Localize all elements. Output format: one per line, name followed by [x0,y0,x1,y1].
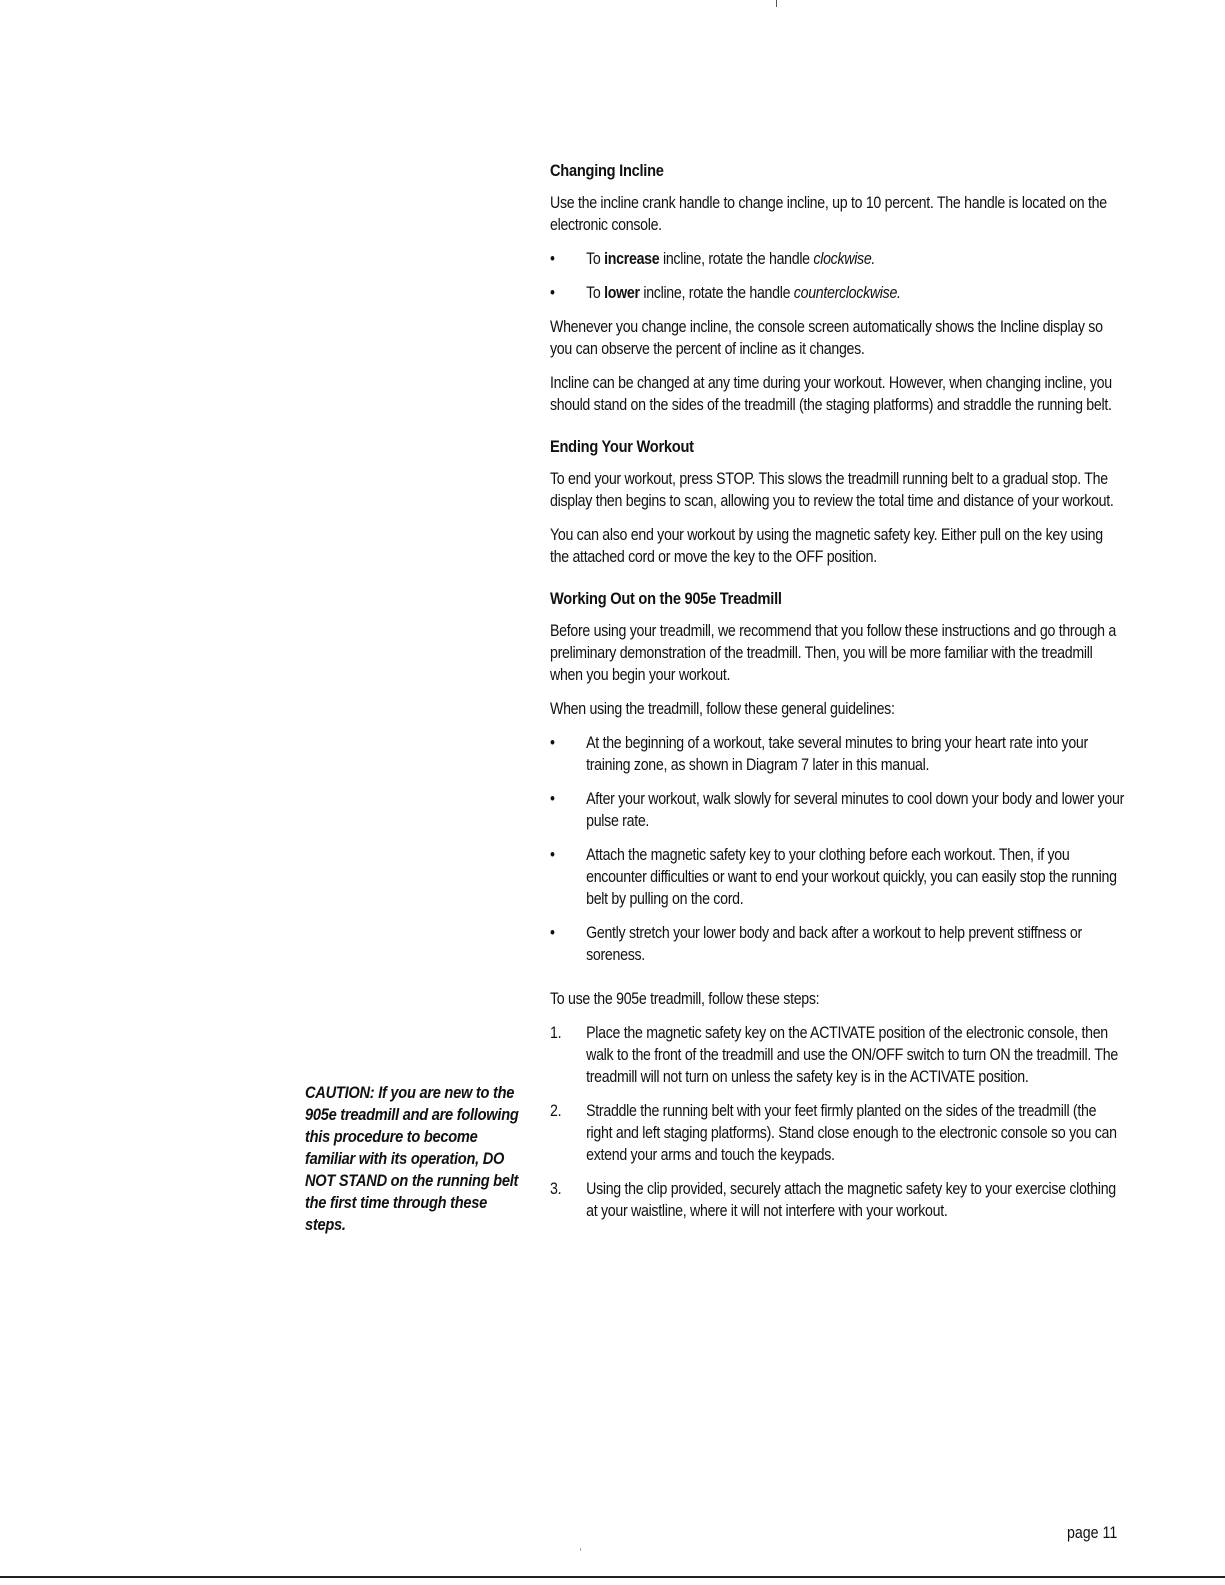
working-before-paragraph: Before using your treadmill, we recommend that you follow these instructions and go through a preliminary demonstration of the treadmill. Then, you will be more familiar with the treadmill when you begin your workout. [550,622,1116,684]
step-item: 2. Straddle the running belt with your feet firmly planted on the sides of the treadmill (the right and left staging platforms). Stand close enough to the electronic console so you can extend your arms and touch the keypads. [550,1102,1117,1164]
bullet-dot: • [550,250,555,268]
incline-anytime-paragraph: Incline can be changed at any time during your workout. However, when changing incline, you should stand on the sides of the treadmill (the staging platforms) and straddle the running belt. [550,374,1112,414]
guideline-item: • Attach the magnetic safety key to your clothing before each workout. Then, if you encounter difficulties or want to end your workout quickly, you can easily stop the running belt by pulling on the cord. [550,846,1117,908]
step-number: 3. [550,1180,562,1198]
clockwise-word: clockwise. [813,250,876,268]
incline-display-paragraph: Whenever you change incline, the console screen automatically shows the Incline display so you can observe the percent of incline as it changes. [550,318,1103,358]
incline-intro: Use the incline crank handle to change incline, up to 10 percent. The handle is located on the electronic console. [550,194,1107,234]
bullet-dot: • [550,284,555,302]
bullet-lower: • To lower incline, rotate the handle counterclockwise. [550,284,901,302]
bullet-increase: • To increase incline, rotate the handle clockwise. [550,250,876,268]
lower-word: lower [604,284,640,302]
bottom-rule [0,1576,1225,1578]
caution-sidebar [305,1082,519,1236]
scan-mark [580,1548,581,1551]
working-guidelines-paragraph: When using the treadmill, follow these general guidelines: [550,700,895,718]
guideline-item: • At the beginning of a workout, take several minutes to bring your heart rate into your training zone, as shown in Diagram 7 later in this manual. [550,734,1088,774]
caution-text: CAUTION: If you are new to the 905e treadmill and are following this procedure to become familiar with its operation, DO NOT STAND on the running belt the first time through these steps. [305,1083,519,1234]
bullet-dot: • [550,790,555,808]
bullet-dot: • [550,734,555,752]
heading-working-out: Working Out on the 905e Treadmill [550,589,782,608]
guideline-item: • After your workout, walk slowly for several minutes to cool down your body and lower your pulse rate. [550,790,1125,830]
step-number: 1. [550,1024,562,1042]
working-steps-intro: To use the 905e treadmill, follow these steps: [550,990,820,1008]
steps-list [550,1022,1124,1222]
increase-word: increase [604,250,660,268]
guidelines-list [550,732,1124,966]
heading-ending-workout: Ending Your Workout [550,437,694,456]
counterclockwise-word: counterclockwise. [793,284,901,302]
bullet-dot: • [550,846,555,864]
page-number: page 11 [1067,1524,1118,1542]
main-column [550,160,1125,1242]
heading-changing-incline: Changing Incline [550,161,664,180]
section-ending-workout [550,436,1124,568]
guideline-item: • Gently stretch your lower body and back after a workout to help prevent stiffness or soreness. [550,924,1082,964]
scan-mark [776,0,777,7]
ending-stop-paragraph: To end your workout, press STOP. This slows the treadmill running belt to a gradual stop. The display then begins to scan, allowing you to review the total time and distance of your workout. [550,470,1114,510]
step-item: 1. Place the magnetic safety key on the ACTIVATE position of the electronic console, then walk to the front of the treadmill and use the ON/OFF switch to turn ON the treadmill. The treadmill will not turn on unless the safety key is in the ACTIVATE position. [550,1024,1118,1086]
bullet-dot: • [550,924,555,942]
step-item: 3. Using the clip provided, securely attach the magnetic safety key to your exercise clothing at your waistline, where it will not interfere with your workout. [550,1180,1116,1220]
step-number: 2. [550,1102,562,1120]
incline-bullets [550,248,1124,304]
section-working-out [550,588,1124,1222]
section-changing-incline [550,160,1124,416]
ending-key-paragraph: You can also end your workout by using the magnetic safety key. Either pull on the key using the attached cord or move the key to the OFF position. [550,526,1103,566]
